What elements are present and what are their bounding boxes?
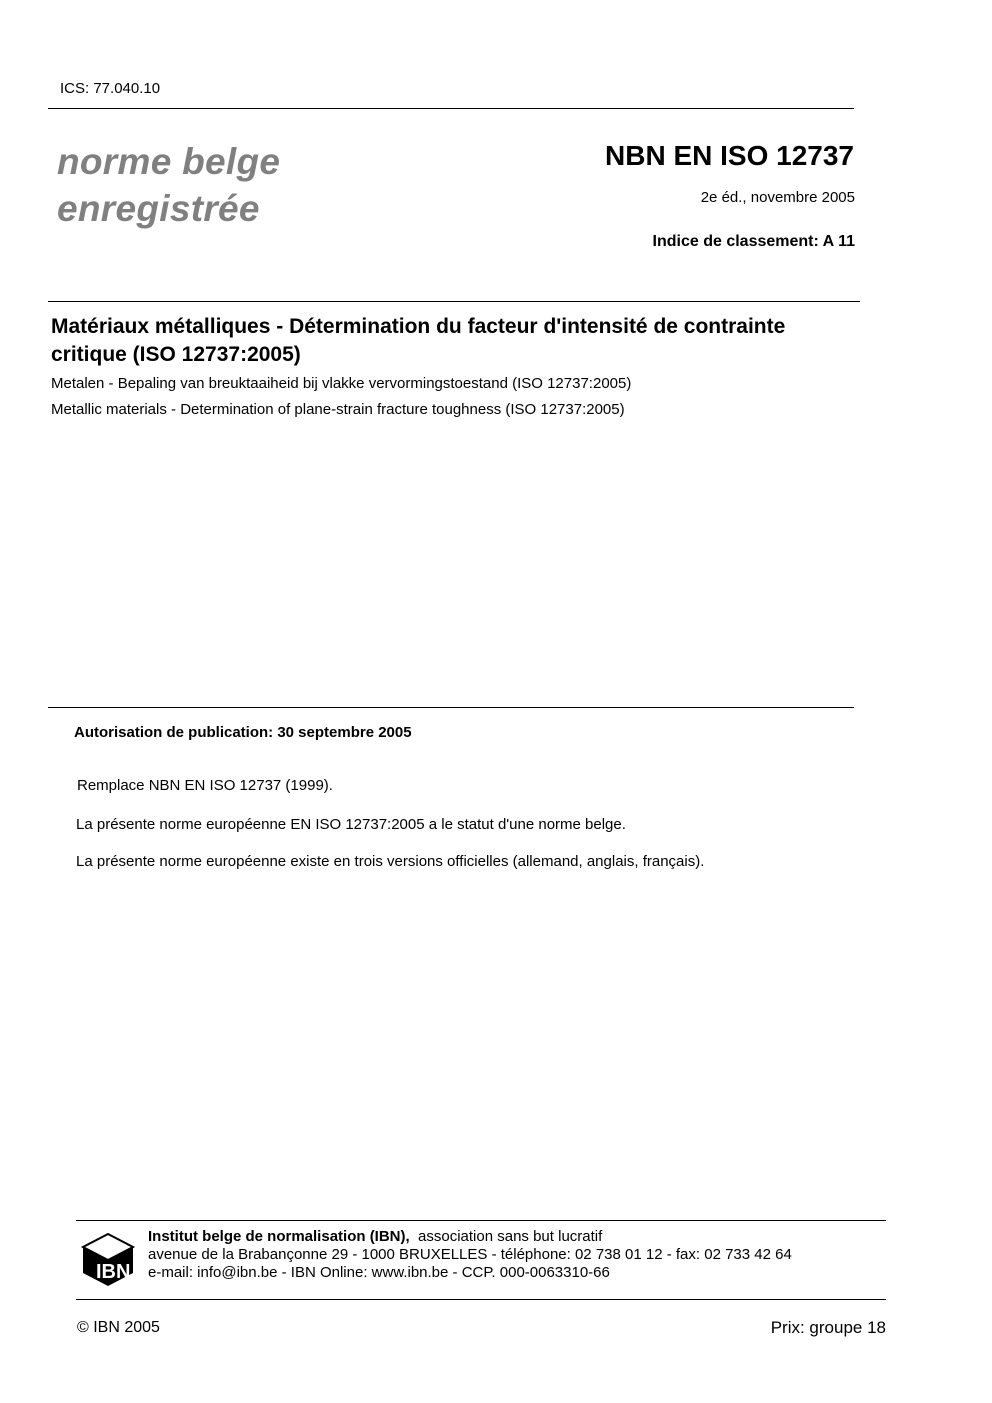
versions-note: La présente norme européenne existe en trois versions officielles (allemand, anglais, français). — [76, 853, 705, 870]
price-group: Prix: groupe 18 — [770, 1318, 886, 1337]
title-english: Metallic materials - Determination of plane-strain fracture toughness (ISO 12737:2005) — [51, 401, 625, 418]
classification-index: Indice de classement: A 11 — [652, 233, 855, 250]
divider-top — [48, 108, 854, 109]
divider-title — [48, 301, 860, 302]
replaces-note: Remplace NBN EN ISO 12737 (1999). — [77, 777, 333, 794]
footer-institute-line — [148, 1228, 792, 1246]
divider-middle — [48, 707, 854, 708]
footer-address: avenue de la Brabançonne 29 - 1000 BRUXELLES - téléphone: 02 738 01 12 - fax: 02 733 42 64 — [148, 1246, 792, 1263]
status-note: La présente norme européenne EN ISO 12737:2005 a le statut d'une norme belge. — [76, 816, 626, 833]
institute-type: association sans but lucratif — [418, 1228, 603, 1245]
footer-contact: e-mail: info@ibn.be - IBN Online: www.ibn.be - CCP. 000-0063310-66 — [148, 1264, 610, 1281]
divider-footer-top — [76, 1220, 886, 1221]
publication-authorisation: Autorisation de publication: 30 septembre 2005 — [74, 724, 412, 741]
ics-code: ICS: 77.040.10 — [60, 80, 161, 97]
logo-letters: IBN — [96, 1261, 131, 1283]
title-dutch: Metalen - Bepaling van breuktaaiheid bij vlakke vervormingstoestand (ISO 12737:2005) — [51, 375, 632, 392]
standard-number: NBN EN ISO 12737 — [605, 140, 854, 171]
copyright: © IBN 2005 — [77, 1319, 160, 1336]
institute-name: Institut belge de normalisation (IBN), — [148, 1228, 410, 1245]
divider-footer-bottom — [76, 1299, 886, 1300]
title-french: Matériaux métalliques - Détermination du facteur d'intensité de contrainte critique (ISO 12737:2005) — [51, 315, 786, 366]
ibn-logo-icon — [80, 1232, 136, 1288]
brand-line-1: norme belge — [57, 141, 281, 182]
brand-line-2: enregistrée — [57, 188, 260, 229]
footer-info — [148, 1228, 792, 1282]
edition-date: 2e éd., novembre 2005 — [700, 189, 855, 206]
